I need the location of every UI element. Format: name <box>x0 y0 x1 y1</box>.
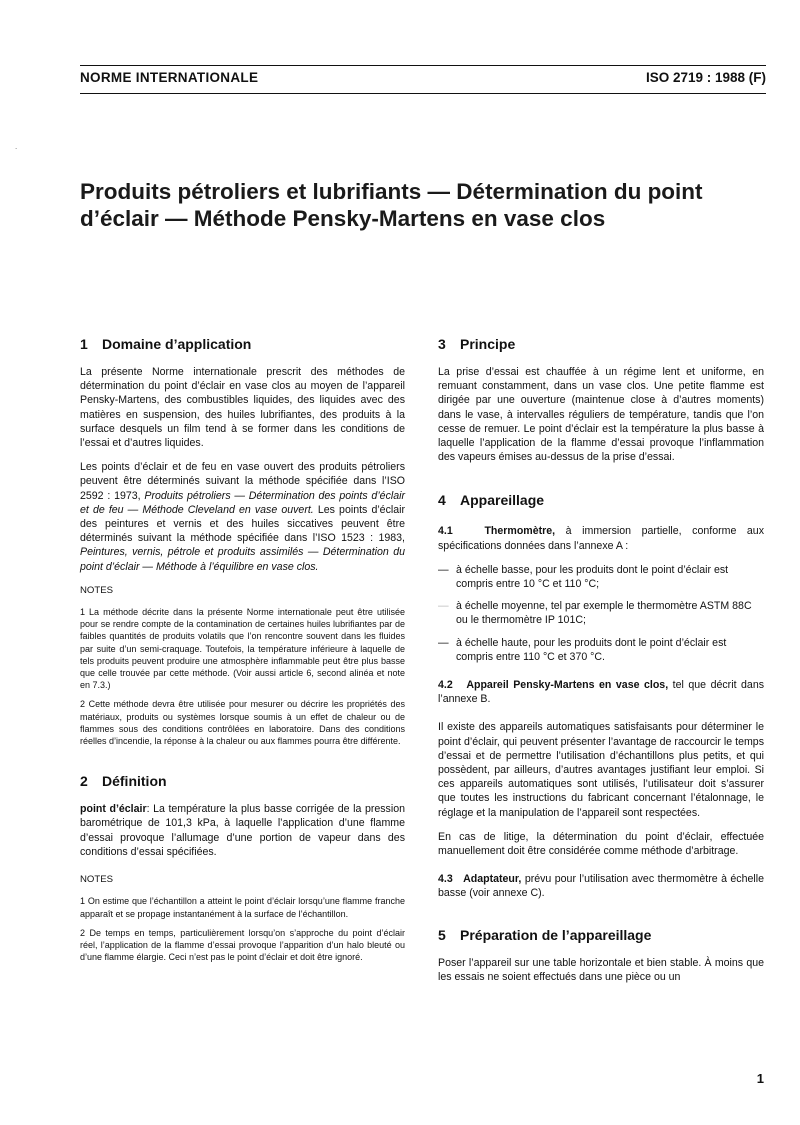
scope-note-2: 2 Cette méthode devra être utilisée pour mesurer ou décrire les propriétés des matériaux, produits ou systèmes lorsque soumis à un effet de chaleur ou de flammes sous des conditions contrôlées en laboratoire. Dans des conditions réelles d’incendie, la réponse à la chaleur ou aux flammes pourra être différente. <box>80 699 405 747</box>
definition-text: : La température la plus basse corrigée de la pression barométrique de 101,3 kPa, à laquelle l’application d’une flamme d’essai provoque l’allumage d’une portion de vapeur dans des conditions d’essai spécifiées. <box>80 803 405 858</box>
section-4-heading <box>438 492 764 508</box>
section-3-heading <box>438 336 764 352</box>
subsection-4-1-label: Thermomètre, <box>484 525 556 538</box>
section-2-title: Définition <box>102 773 167 790</box>
section-4-number: 4 <box>438 492 446 509</box>
section-1-heading <box>80 336 405 352</box>
section-4-title: Appareillage <box>460 492 545 509</box>
arbitration-paragraph: En cas de litige, la détermination du point d’éclair, effectuée manuellement doit être considérée comme méthode d’arbitrage. <box>438 830 764 858</box>
scope-note-1: 1 La méthode décrite dans la présente Norme internationale peut être utilisée pour se rendre compte de la contamination de certaines huiles lubrifiantes par de faibles quantités de produits volatils que l’on rencontre souvent dans les fluides par suite d’un semi-craquage. Toutefois, la température inférieure à laquelle de tels produits peuvent produire une atmosphère inflammable peut être plus basse que celle trouvée par cette méthode. (Voir aussi article 6, second alinéa et note en 7.3.) <box>80 607 405 691</box>
header-standard-number: ISO 2719 : 1988 (F) <box>645 70 766 85</box>
definition-note-2: 2 De temps en temps, particulièrement lorsqu’on s’approche du point d’éclair réel, l’application de la flamme d’essai provoque l’apparition d’un halo bleuté ou d’une flamme élargie. Ceci n’est pas le point d’éclair et doit être ignoré. <box>80 927 405 963</box>
thermometer-low-scale: à échelle basse, pour les produits dont le point d’éclair est compris entre 10 °C et 110 °C; <box>456 563 729 591</box>
left-column <box>80 336 405 970</box>
principle-paragraph: La prise d’essai est chauffée à un régime lent et uniforme, en remuant constamment, dans un vase clos. Une petite flamme est dirigée par une ouverture (maintenue close à d’autres moments) dans le vase, à intervalles réguliers de température, tandis que l’on cesse de remuer. Le point d’éclair est la température la plus basse à laquelle l’application de la flamme d’essai provoque l’inflammation des vapeurs émises au-dessus de la prise d’essai. <box>438 366 764 464</box>
thermometer-high-scale: à échelle haute, pour les produits dont le point d’éclair est compris entre 110 °C et 370 °C. <box>456 636 727 663</box>
header-top-rule <box>80 65 766 66</box>
subsection-4-1-number: 4.1 <box>438 525 453 538</box>
subsection-4-3-text: prévu pour l’utilisation avec thermomètre à échelle basse (voir annexe C). <box>438 873 764 900</box>
scope-p2-text-a: Les points d’éclair et de feu en vase ouvert des produits pétroliers peuvent être déterminés suivant la méthode spécifiée dans l’ISO 2592 : 1973, <box>80 461 405 502</box>
definition-paragraph <box>80 802 405 859</box>
section-1-number: 1 <box>80 336 88 352</box>
subsection-4-2 <box>438 678 764 706</box>
preparation-paragraph: Poser l’appareil sur une table horizontale et bien stable. À moins que les essais ne soient effectués dans une pièce ou un <box>438 956 764 983</box>
definition-note-1: 1 On estime que l’échantillon a atteint le point d’éclair lorsqu’une flamme franche apparaît et se propage instantanément à la surface de l’échantillon. <box>80 896 405 919</box>
subsection-4-2-label: Appareil Pensky-Martens en vase clos, <box>466 679 669 692</box>
scope-p2-citation-iso1523: Peintures, vernis, pétrole et produits assimilés — Détermination du point d’éclair — Méthode à l’équilibre en vase clos. <box>80 546 405 573</box>
list-item <box>438 599 764 627</box>
header-bottom-rule <box>80 93 766 94</box>
list-dash: — <box>438 563 449 576</box>
section-3-title: Principe <box>460 336 516 352</box>
list-item <box>438 636 764 664</box>
header-standard-type: NORME INTERNATIONALE <box>80 70 259 85</box>
definition-term: point d’éclair <box>80 803 147 816</box>
automatic-apparatus-paragraph: Il existe des appareils automatiques satisfaisants pour déterminer le point d’éclair, qui peuvent présenter l’avantage de raccourcir le temps d’essai et de permettre l’utilisation d’échantillons plus petits, et qui possèdent, par ailleurs, d’autres avantages justifiant leur emploi. Si ces appareils automatiques sont utilisés, l’utilisateur doit s’assurer que toutes les instructions du fabricant concernant l’étalonnage, le réglage et la manipulation de l’appareil sont respectées. <box>438 721 764 819</box>
scope-notes-label: NOTES <box>80 584 114 596</box>
section-5-number: 5 <box>438 926 446 943</box>
section-1-title: Domaine d’application <box>102 336 252 352</box>
scope-p2-citation-iso2592: Produits pétroliers — Détermination des points d’éclair et de feu — Méthode Cleveland en vase ouvert. <box>80 489 405 516</box>
subsection-4-1-text: à immersion partielle, conforme aux spécifications données dans l’annexe A : <box>438 525 764 552</box>
list-dash: — <box>438 600 449 613</box>
subsection-4-3-label: Adaptateur, <box>463 873 522 886</box>
section-3-number: 3 <box>438 336 446 352</box>
section-2-number: 2 <box>80 773 88 790</box>
subsection-4-2-text: tel que décrit dans l’annexe B. <box>438 679 765 706</box>
document-title: Produits pétroliers et lubrifiants — Détermination du point d’éclair — Méthode Pensky-Martens en vase clos <box>80 179 703 231</box>
scope-paragraph-1: La présente Norme internationale prescrit des méthodes de détermination du point d’éclair en vase clos au moyen de l’appareil Pensky-Martens, des combustibles liquides, des liquides avec des matières en suspension, des huiles lubrifiantes, des produits à la surface desquels un film tend à se former dans les conditions de l’essai et d’autres liquides. <box>80 366 405 450</box>
page-number: 1 <box>756 1071 764 1086</box>
scope-paragraph-2 <box>80 460 405 574</box>
subsection-4-3 <box>438 872 764 900</box>
section-5-heading <box>438 927 764 943</box>
list-item <box>438 563 764 591</box>
thermometer-medium-scale: à échelle moyenne, tel par exemple le thermomètre ASTM 88C ou le thermomètre IP 101C; <box>456 600 752 627</box>
section-2-heading <box>80 773 405 789</box>
definition-notes-label: NOTES <box>80 874 114 886</box>
section-5-title: Préparation de l’appareillage <box>460 926 652 943</box>
scope-p2-text-b: Les points d’éclair des peintures et vernis et des huiles siccatives peuvent être déterminés suivant la méthode spécifiée dans l’ISO 1523 : 1983, <box>80 503 406 545</box>
subsection-4-3-number: 4.3 <box>438 873 453 886</box>
list-dash: — <box>438 636 449 649</box>
right-column <box>438 336 764 994</box>
subsection-4-1 <box>438 524 764 552</box>
subsection-4-2-number: 4.2 <box>438 679 453 692</box>
margin-mark: . <box>15 142 18 151</box>
